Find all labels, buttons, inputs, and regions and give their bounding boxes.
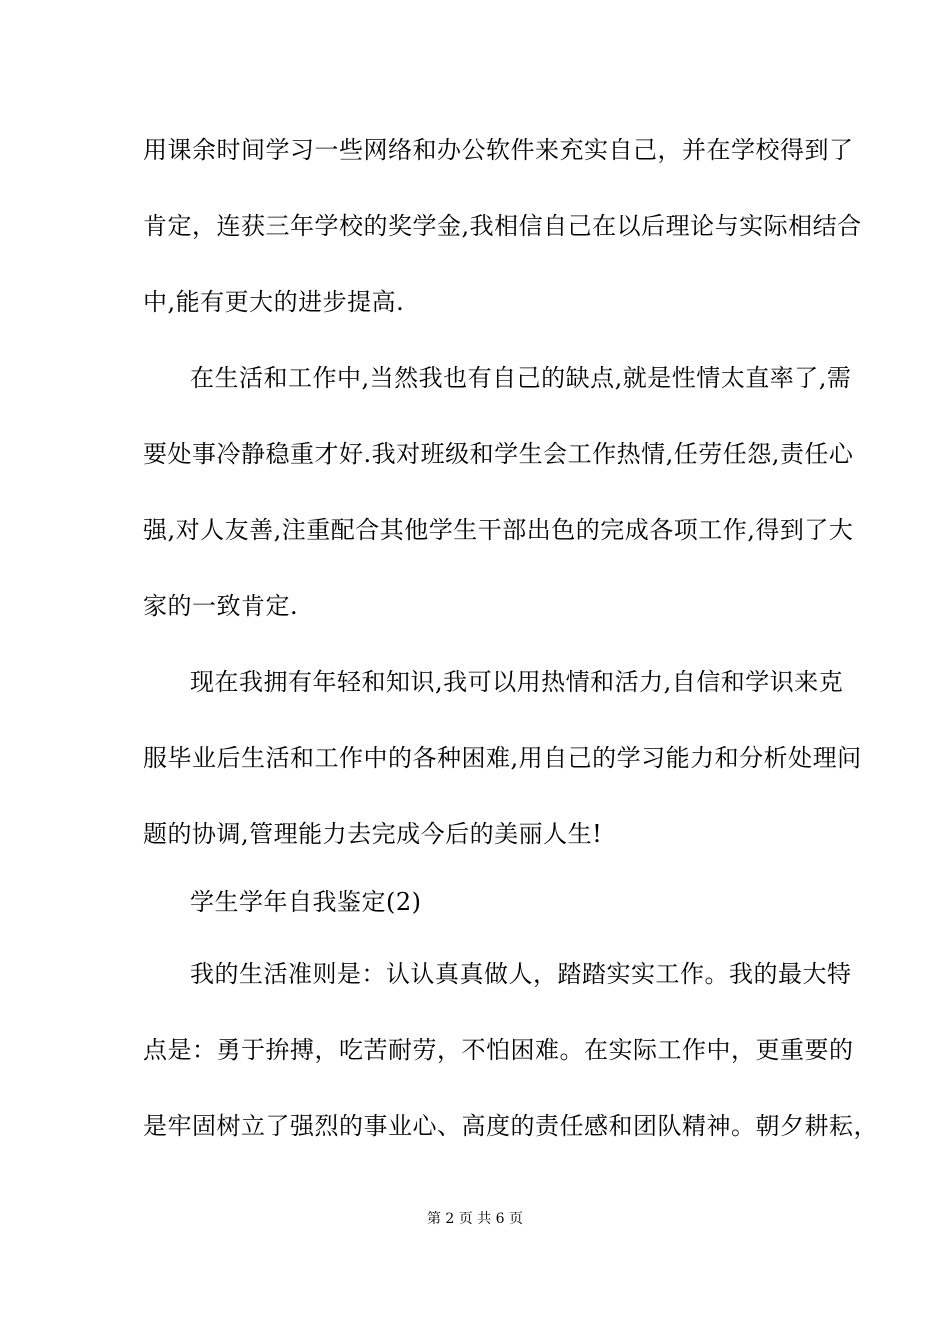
text-line: 服毕业后生活和工作中的各种困难,用自己的学习能力和分析处理问 — [143, 744, 862, 772]
text-line: 中,能有更大的进步提高. — [143, 288, 405, 316]
text-line: 点是：勇于拚搏，吃苦耐劳，不怕困难。在实际工作中，更重要的 — [143, 1036, 854, 1064]
text-line: 是牢固树立了强烈的事业心、高度的责任感和团队精神。朝夕耕耘， — [143, 1112, 878, 1140]
text-line: 要处事冷静稳重才好.我对班级和学生会工作热情,任劳任怨,责任心 — [143, 440, 854, 468]
page-number-footer: 第 2 页 共 6 页 — [426, 1211, 524, 1227]
text-line: 题的协调,管理能力去完成今后的美丽人生! — [143, 820, 603, 848]
section-heading: 学生学年自我鉴定(2) — [190, 888, 422, 916]
text-line: 在生活和工作中,当然我也有自己的缺点,就是性情太直率了,需 — [190, 364, 852, 392]
text-line: 家的一致肯定. — [143, 592, 299, 620]
text-line: 肯定，连获三年学校的奖学金,我相信自己在以后理论与实际相结合 — [143, 212, 862, 240]
text-line: 我的生活准则是：认认真真做人，踏踏实实工作。我的最大特 — [190, 960, 852, 988]
text-line: 用课余时间学习一些网络和办公软件来充实自己，并在学校得到了 — [143, 136, 854, 164]
text-line: 现在我拥有年轻和知识,我可以用热情和活力,自信和学识来克 — [190, 668, 844, 696]
text-line: 强,对人友善,注重配合其他学生干部出色的完成各项工作,得到了大 — [143, 516, 854, 544]
